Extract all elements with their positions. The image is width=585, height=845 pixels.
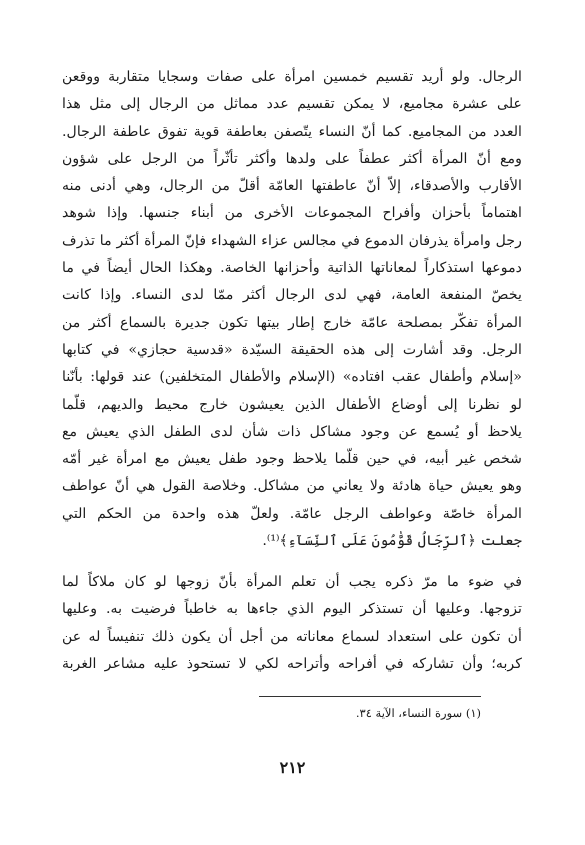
text-line: أن تكون على استعداد لسماع معاناته من أجل أن يكون ذلك تنفيساً له عن <box>62 628 522 645</box>
footnote-divider <box>259 696 481 697</box>
text-line: دموعها استذكاراً لمعاناتها الذاتية وأحزانها الخاصة. وهكذا الحال أيضاً في ما <box>62 260 522 277</box>
quran-verse-line: جعلت ﴿ٱلرِّجَالُ قَوَّٰمُونَ عَلَى ٱلنِّسَآءِ﴾⁽¹⁾. <box>262 533 522 550</box>
text-line: يلاحظ أو يُسمع عن وجود مشاكل ذات شأن لدى الطفل الذي يعيش مع <box>62 423 522 440</box>
text-line: لو نظرنا إلى أوضاع الأطفال الذين يعيشون خارج محيط والديهم، قلّما <box>62 396 522 413</box>
text-line: تزوجها. وعليها أن تستذكر اليوم الذي جاءها به خاطباً فرضيت به. وعليها <box>62 601 522 618</box>
text-line: العدد من المجاميع. كما أنّ النساء يتّصفن بعاطفة قوية تفوق عاطفة الرجال. <box>62 123 522 140</box>
text-line: شخص غير أبيه، في حين قلّما يلاحظ وجود طفل يعيش مع امرأة غير أمّه <box>62 451 522 468</box>
text-line: رجل وامرأة يذرفان الدموع في مجالس عزاء الشهداء فإنّ المرأة أكثر ما تذرف <box>62 232 522 249</box>
text-line: اهتماماً بأحزان وأفراح المجموعات الأخرى من أبناء جنسها. وإذا شوهد <box>62 205 522 222</box>
paragraph-1 <box>62 64 522 555</box>
text-line: في ضوء ما مرّ ذكره يجب أن تعلم المرأة بأنّ زوجها لو كان ملاكاً لما <box>62 574 522 590</box>
text-line: يخصّ المنفعة العامة، فهي لدى الرجال أكثر ممّا لدى النساء. وإذا كانت <box>62 287 522 304</box>
text-line: على عشرة مجاميع، لا يمكن تقسيم عدد مماثل من الرجال إلى مثل هذا <box>62 96 522 113</box>
text-line: الرجال. ولو أريد تقسيم خمسين امرأة على صفات وسجايا متقاربة ووقعن <box>62 69 522 85</box>
text-line: الأقارب والأصدقاء، إلاّ أنّ عاطفتها العامّة أقلّ من الرجال، وهي أدنى منه <box>62 178 522 195</box>
text-line: الرجل. وقد أشارت إلى هذه الحقيقة السيّدة «قدسية حجازي» في كتابها <box>62 341 522 358</box>
text-line: كربه؛ وأن تشاركه في أفراحه وأتراحه لكي لا تستحوذ عليه مشاعر الغربة <box>62 655 522 672</box>
text-line: ومع أنّ المرأة أكثر عطفاً على ولدها وأكثر تأثّراً من الرجل على شؤون <box>62 150 522 167</box>
text-line: المرأة خاصّة وعواطف الرجل عامّة. ولعلّ هذه واحدة من الحكم التي <box>62 505 522 522</box>
text-line: المرأة تفكّر بمصلحة عامّة خارج إطار بيتها تكون جديرة بالسماع أكثر من <box>62 314 522 331</box>
paragraph-2 <box>62 569 522 678</box>
text-line: «إسلام وأطفال عقب افتاده» (الإسلام والأطفال المتخلفين) عند قولها: بأنّنا <box>62 369 522 386</box>
footnote: (١) سورة النساء، الآية ٣٤. <box>355 706 481 720</box>
text-line: وهو يعيش حياة هادئة ولا يعاني من مشاكل. وخلاصة القول هي أنّ عواطف <box>62 478 522 495</box>
page-number: ٢١٢ <box>279 758 306 777</box>
